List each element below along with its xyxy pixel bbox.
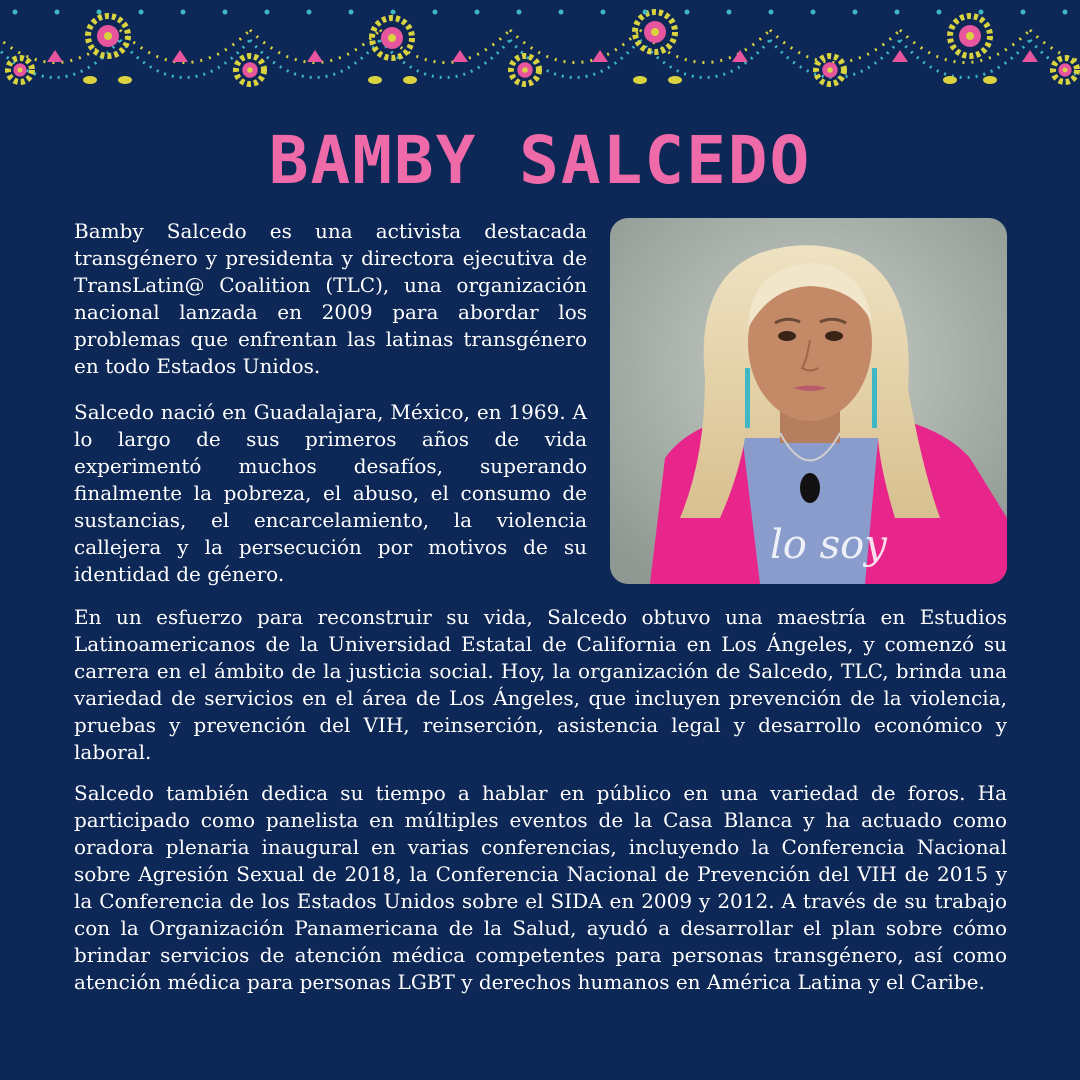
page-title: BAMBY SALCEDO: [268, 122, 812, 199]
shirt-text: lo soy: [770, 522, 887, 568]
papel-picado-banner: [0, 0, 1080, 112]
bio-paragraph-3: En un esfuerzo para reconstruir su vida, Salcedo obtuvo una maestría en Estudios Latinoamericanos de la Universidad Estatal de California en Los Ángeles, y comenzó su carrera en el ámbito de la justicia social. Hoy, la organización de Salcedo, TLC, brinda una variedad de servicios en el área de Los Ángeles, que incluyen prevención de la violencia, pruebas y prevención del VIH, reinserción, asistencia legal y desarrollo económico y laboral.: [74, 605, 1007, 764]
bio-paragraph-4: Salcedo también dedica su tiempo a hablar en público en una variedad de foros. Ha participado como panelista en múltiples eventos de la Casa Blanca y ha actuado como oradora plenaria inaugural en varias conferencias, incluyendo la Conferencia Nacional sobre Agresión Sexual de 2018, la Conferencia Nacional de Prevención del VIH de 2015 y la Conferencia de los Estados Unidos sobre el SIDA en 2009 y 2012. A través de su trabajo con la Organización Panamericana de la Salud, ayudó a desarrollar el plan sobre cómo brindar servicios de atención médica competentes para personas transgénero, así como atención médica para personas LGBT y derechos humanos en América Latina y el Caribe.: [74, 781, 1007, 994]
bio-paragraph-1: Bamby Salcedo es una activista destacada transgénero y presidenta y directora ejecutiva de TransLatin@ Coalition (TLC), una organización nacional lanzada en 2009 para abordar los problemas que enfrentan las latinas transgénero en todo Estados Unidos.: [74, 219, 587, 378]
portrait-photo: [610, 218, 1007, 584]
bio-paragraph-2: Salcedo nació en Guadalajara, México, en 1969. A lo largo de sus primeros años de vida experimentó muchos desafíos, superando finalmente la pobreza, el abuso, el consumo de sustancias, el encarcelamiento, la violencia callejera y la persecución por motivos de su identidad de género.: [74, 400, 587, 586]
